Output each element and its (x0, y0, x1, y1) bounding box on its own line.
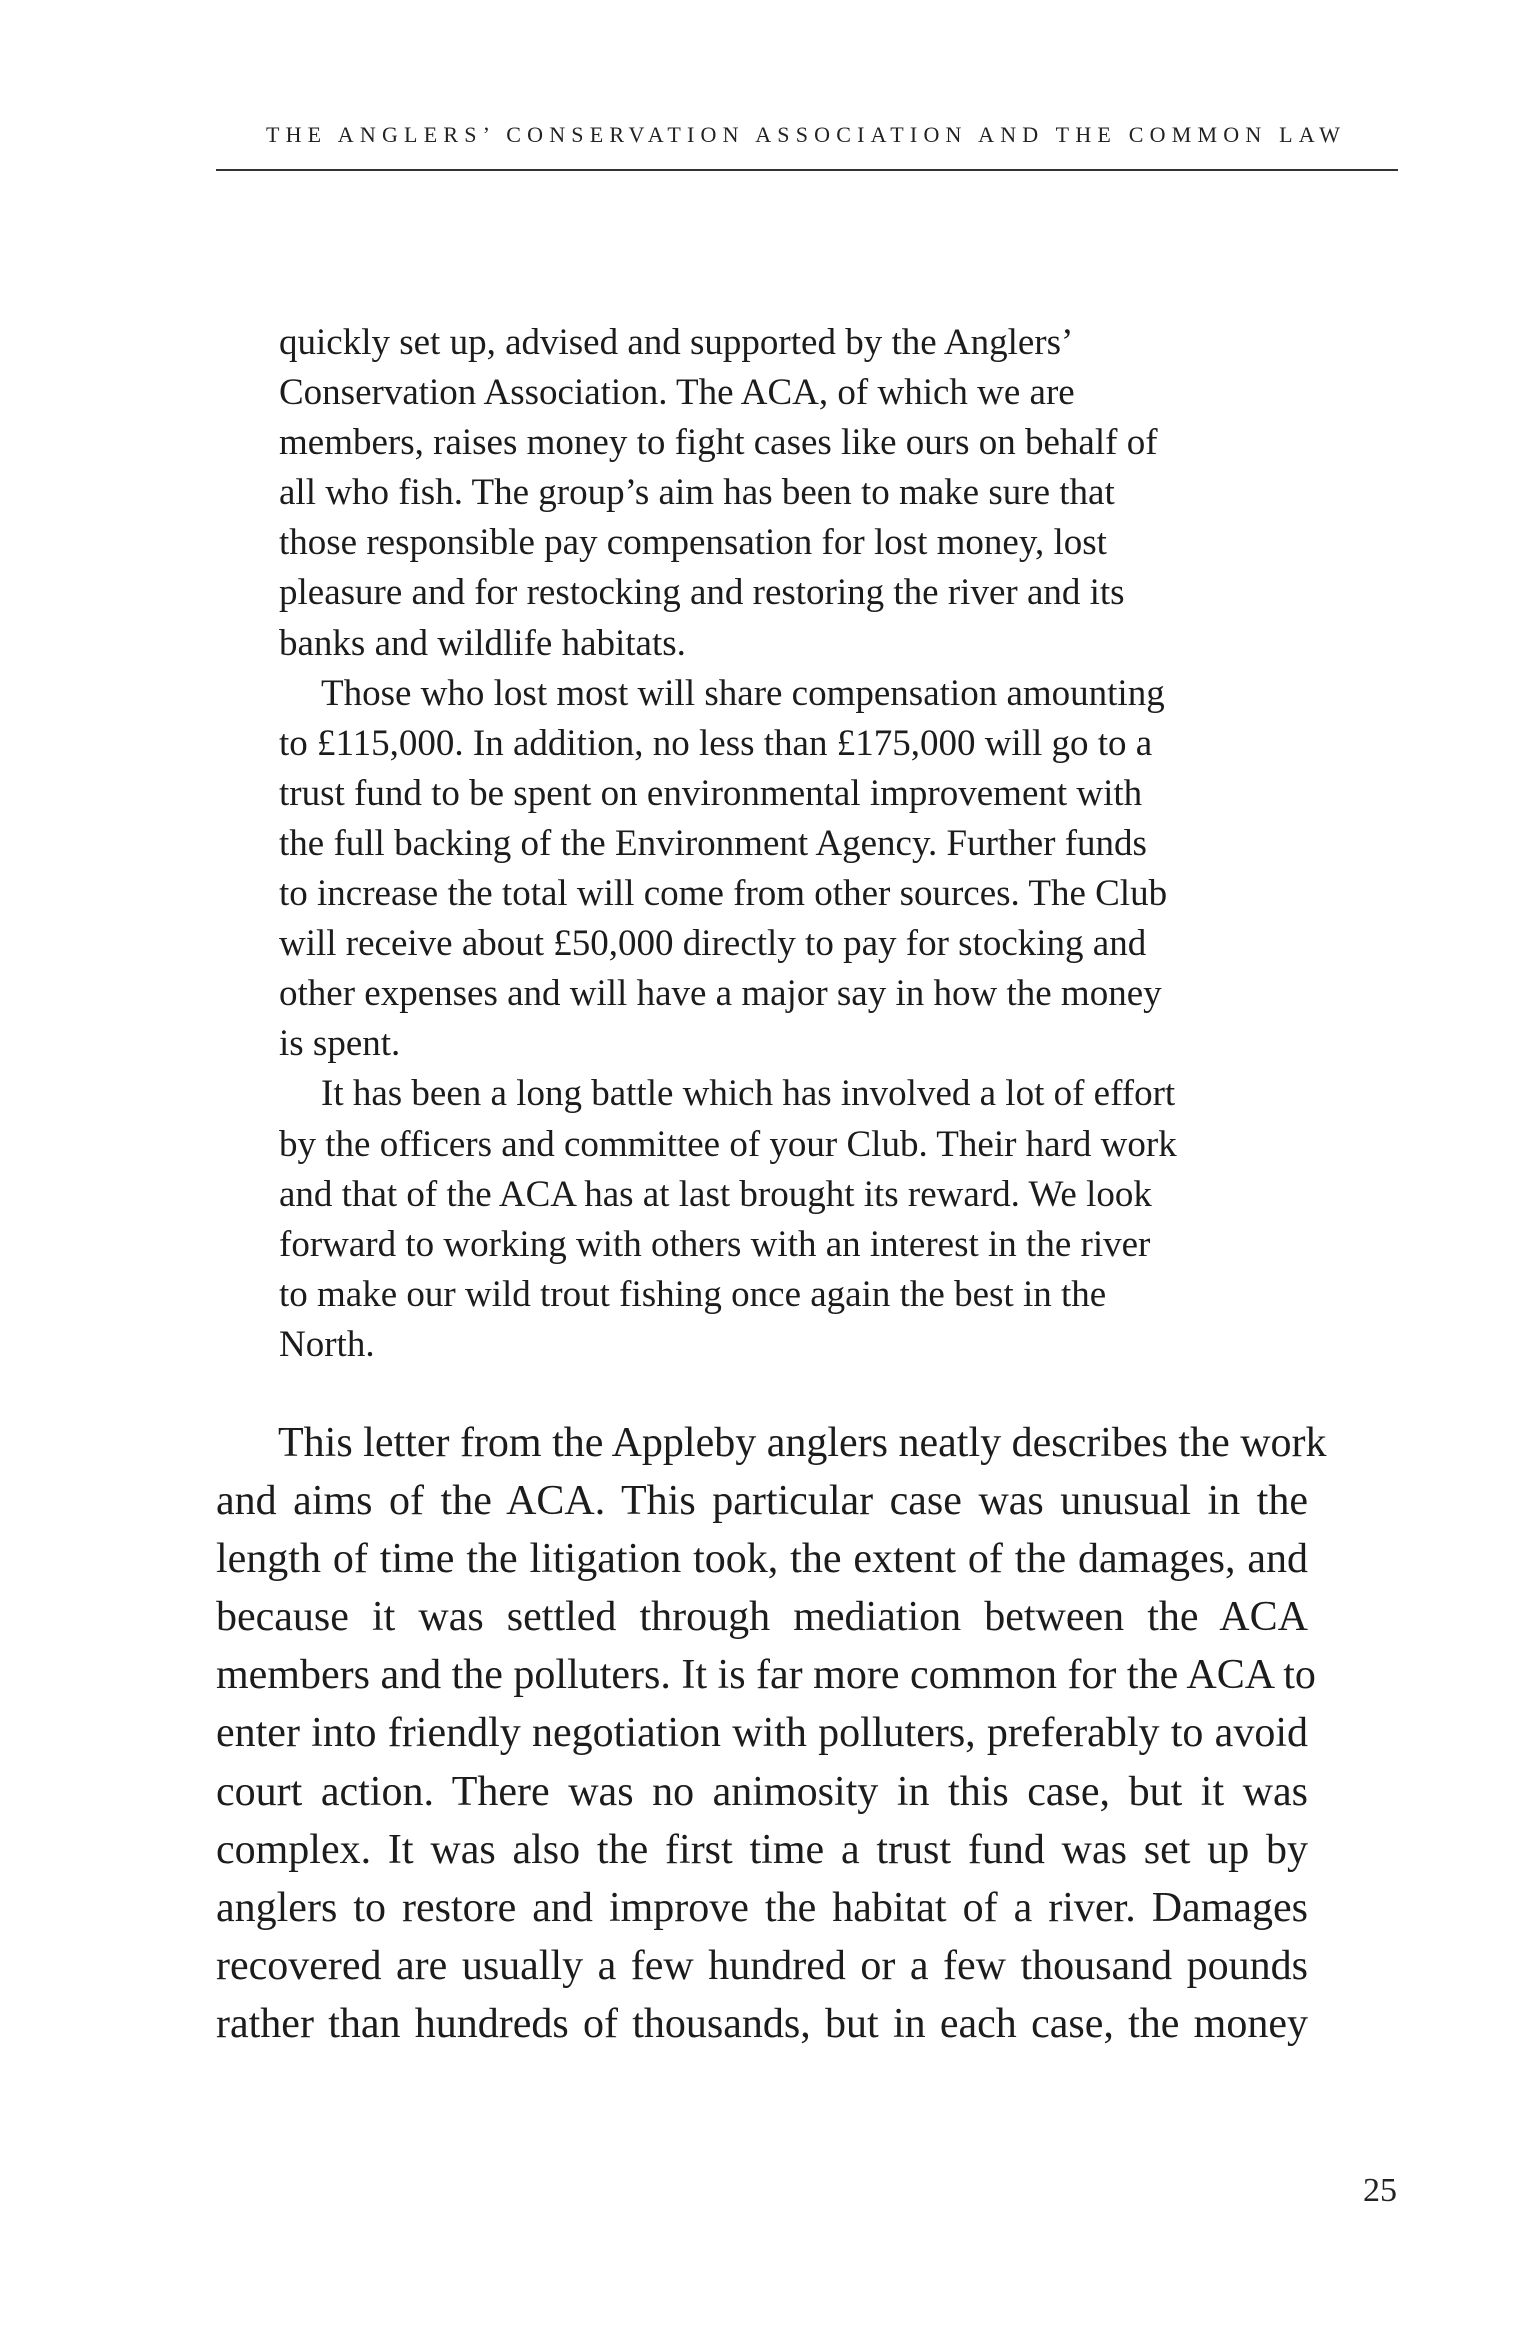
body-line: and aims of the ACA. This particular case was unusual in the (216, 1478, 1308, 1525)
quote-line: Those who lost most will share compensation amounting (321, 672, 1165, 714)
body-line: This letter from the Appleby anglers neatly describes the work (278, 1420, 1327, 1466)
quote-line: banks and wildlife habitats. (279, 622, 686, 664)
body-line: recovered are usually a few hundred or a few thousand pounds (216, 1942, 1308, 1989)
body-line: rather than hundreds of thousands, but in each case, the money (216, 2000, 1308, 2047)
quote-line: those responsible pay compensation for lost money, lost (279, 522, 1107, 564)
quote-line: pleasure and for restocking and restoring the river and its (279, 572, 1125, 614)
quote-line: is spent. (279, 1023, 401, 1065)
quote-line: by the officers and committee of your Club. Their hard work (279, 1123, 1177, 1165)
quote-line: to £115,000. In addition, no less than £175,000 will go to a (279, 722, 1153, 764)
body-line: because it was settled through mediation between the ACA (216, 1594, 1308, 1641)
quote-line: all who fish. The group’s aim has been to make sure that (279, 472, 1115, 514)
quote-line: trust fund to be spent on environmental improvement with (279, 772, 1143, 814)
quote-line: to increase the total will come from other sources. The Club (279, 873, 1168, 915)
running-head: THE ANGLERS’ CONSERVATION ASSOCIATION AND THE COMMON LAW (265, 122, 1347, 147)
quote-line: Conservation Association. The ACA, of which we are (279, 372, 1075, 414)
quote-line: and that of the ACA has at last brought its reward. We look (279, 1173, 1152, 1215)
body-line: enter into friendly negotiation with polluters, preferably to avoid (216, 1710, 1308, 1757)
page-number: 25 (1363, 2172, 1397, 2209)
quote-line: It has been a long battle which has involved a lot of effort (321, 1073, 1176, 1115)
header-rule (216, 169, 1398, 171)
quote-line: members, raises money to fight cases like ours on behalf of (279, 422, 1158, 464)
body-line: court action. There was no animosity in this case, but it was (216, 1768, 1308, 1815)
quote-line: will receive about £50,000 directly to pay for stocking and (279, 923, 1147, 965)
body-line: members and the polluters. It is far more common for the ACA to (216, 1652, 1316, 1699)
body-paragraph (216, 1414, 1327, 2053)
quote-line: forward to working with others with an interest in the river (279, 1223, 1151, 1265)
quote-line: the full backing of the Environment Agency. Further funds (279, 822, 1147, 864)
quote-line: North. (279, 1323, 375, 1365)
body-line: complex. It was also the first time a trust fund was set up by (216, 1826, 1308, 1873)
quote-line: to make our wild trout fishing once again the best in the (279, 1273, 1107, 1315)
quote-line: quickly set up, advised and supported by the Anglers’ (279, 322, 1074, 363)
body-line: length of time the litigation took, the extent of the damages, and (216, 1536, 1308, 1583)
quote-line: other expenses and will have a major say in how the money (279, 973, 1162, 1015)
body-line: anglers to restore and improve the habitat of a river. Damages (216, 1884, 1308, 1931)
quoted-letter (279, 318, 1219, 1370)
